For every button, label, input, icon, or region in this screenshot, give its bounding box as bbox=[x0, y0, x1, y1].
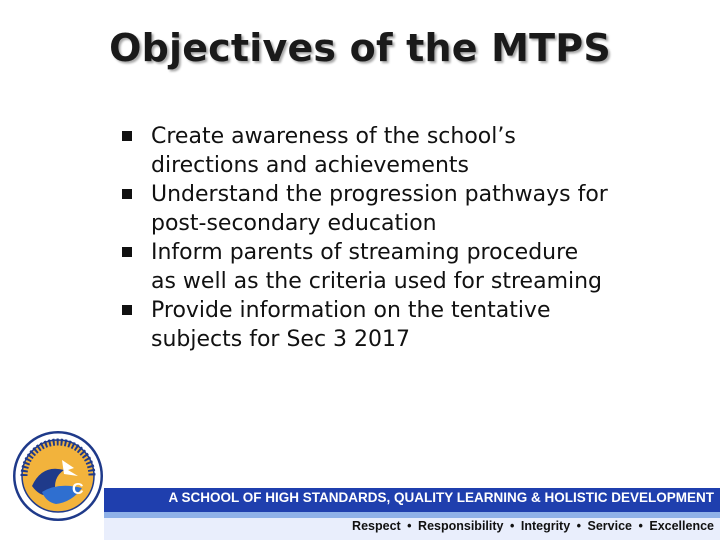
list-item bbox=[118, 180, 658, 238]
slide-title: Objectives of the MTPS bbox=[109, 26, 611, 70]
objectives-list bbox=[118, 122, 658, 354]
school-crest-icon bbox=[12, 430, 104, 522]
svg-text:C: C bbox=[72, 481, 84, 498]
value-responsibility: Responsibility bbox=[418, 519, 504, 533]
value-service: Service bbox=[587, 519, 632, 533]
list-item bbox=[118, 238, 658, 296]
square-bullet-icon bbox=[122, 189, 132, 199]
square-bullet-icon bbox=[122, 247, 132, 257]
bullet-line: subjects for Sec 3 2017 bbox=[151, 327, 411, 352]
separator: • bbox=[407, 519, 412, 533]
value-excellence: Excellence bbox=[649, 519, 714, 533]
bullet-line: Provide information on the tentative bbox=[151, 298, 551, 323]
bullet-line: Create awareness of the school’s bbox=[151, 124, 516, 149]
bullet-line: Understand the progression pathways for bbox=[151, 182, 608, 207]
bullet-line: as well as the criteria used for streaming bbox=[151, 269, 603, 294]
list-item bbox=[118, 122, 658, 180]
square-bullet-icon bbox=[122, 131, 132, 141]
list-item bbox=[118, 296, 658, 354]
separator: • bbox=[576, 519, 582, 533]
square-bullet-icon bbox=[122, 305, 132, 315]
school-values bbox=[300, 519, 714, 533]
value-respect: Respect bbox=[352, 519, 401, 533]
school-tagline: A SCHOOL OF HIGH STANDARDS, QUALITY LEARNING & HOLISTIC DEVELOPMENT bbox=[168, 490, 714, 505]
bullet-line: directions and achievements bbox=[151, 153, 469, 178]
separator: • bbox=[638, 519, 643, 533]
bullet-line: Inform parents of streaming procedure bbox=[151, 240, 579, 265]
bullet-line: post-secondary education bbox=[151, 211, 437, 236]
separator: • bbox=[509, 519, 515, 533]
value-integrity: Integrity bbox=[520, 519, 571, 533]
